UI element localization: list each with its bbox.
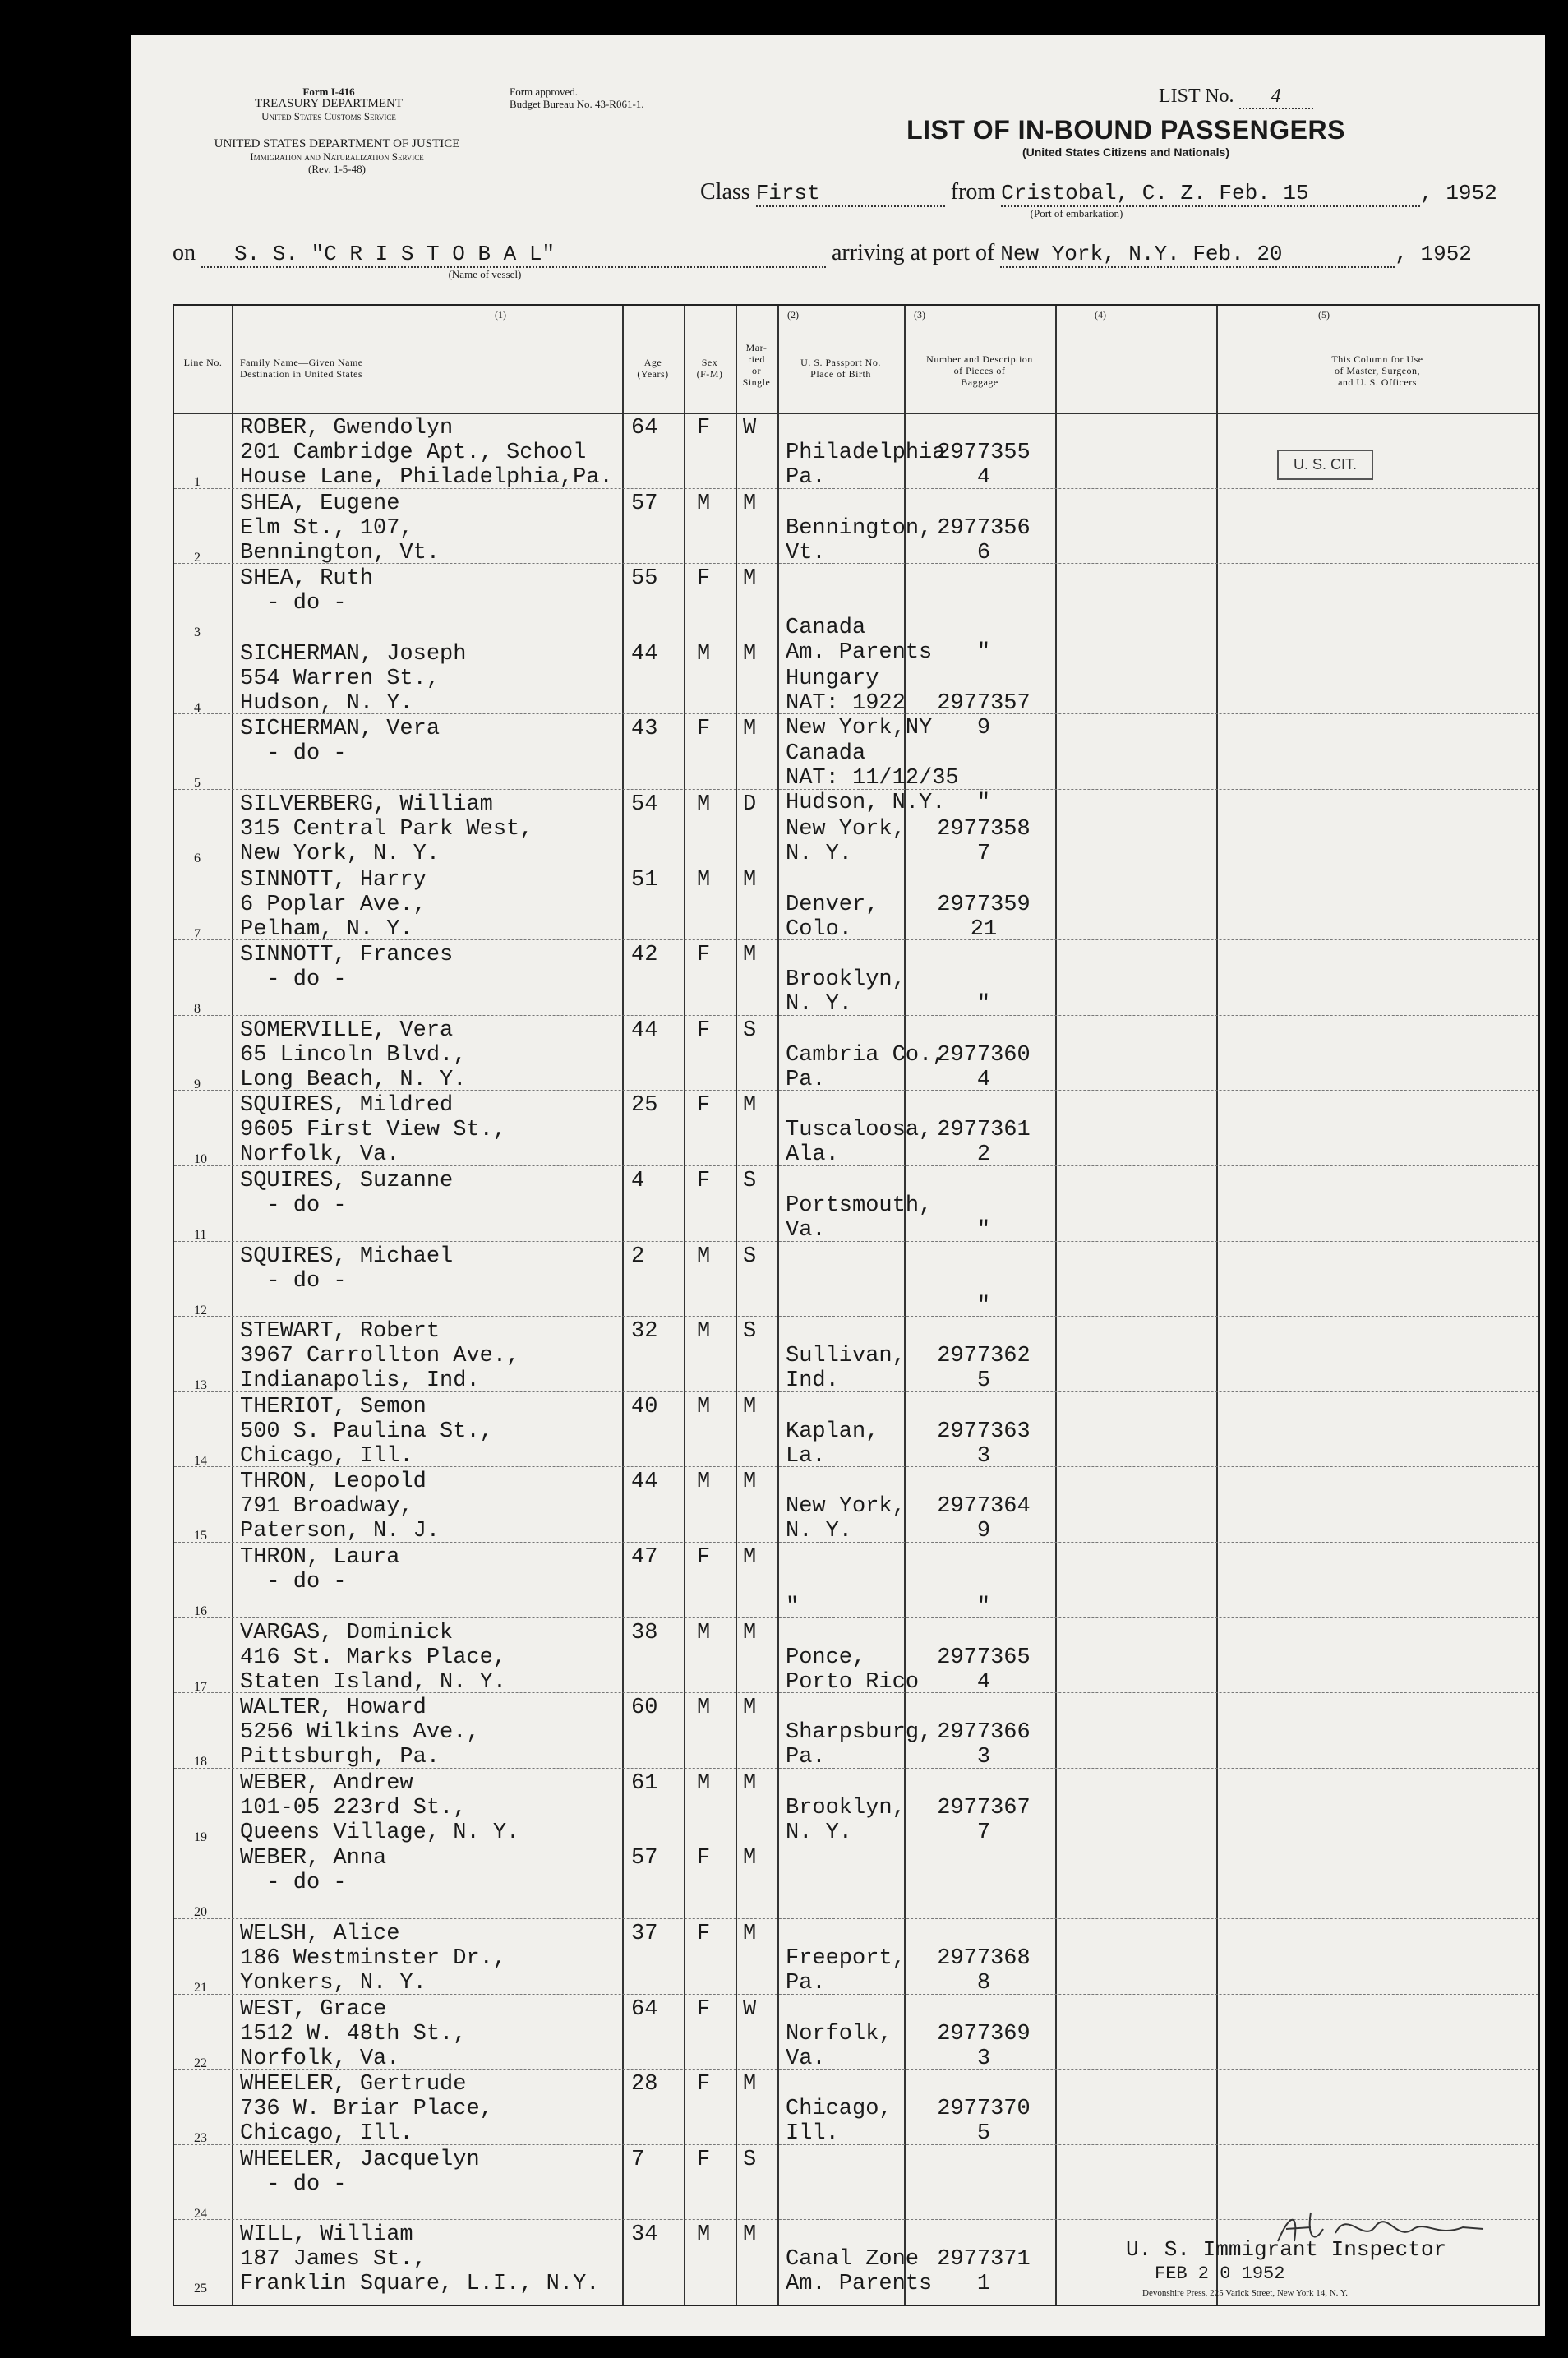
revision-label: (Rev. 1-5-48) bbox=[308, 163, 366, 175]
passenger-marital-status: M bbox=[743, 1394, 757, 1419]
passenger-birthplace: Brooklyn, N. Y. bbox=[786, 967, 906, 1017]
passenger-name-destination: SINNOTT, Harry 6 Poplar Ave., Pelham, N. Y. bbox=[240, 867, 427, 942]
col-married: Mar- ried or Single bbox=[742, 342, 771, 388]
passenger-age: 44 bbox=[631, 641, 658, 667]
passenger-birthplace: Chicago, Ill. bbox=[786, 2097, 892, 2147]
passenger-birthplace: Kaplan, La. bbox=[786, 1419, 879, 1469]
inspector-label: U. S. Immigrant Inspector bbox=[1126, 2237, 1447, 2262]
passenger-marital-status: M bbox=[743, 1093, 757, 1119]
line-number: 15 bbox=[194, 1529, 207, 1544]
passenger-sex: M bbox=[697, 641, 711, 667]
vessel-note: (Name of vessel) bbox=[448, 268, 522, 280]
passenger-sex: M bbox=[697, 1696, 711, 1721]
passenger-birthplace: Canada NAT: 11/12/35 Hudson, N.Y. bbox=[786, 741, 959, 816]
passenger-sex: M bbox=[697, 1620, 711, 1645]
passenger-sex: F bbox=[697, 1545, 711, 1570]
row-divider bbox=[174, 2144, 1538, 2145]
passenger-name-destination: SHEA, Ruth - do - bbox=[240, 566, 374, 616]
passenger-birthplace: Norfolk, Va. bbox=[786, 2021, 892, 2071]
passenger-sex: F bbox=[697, 566, 711, 592]
list-label: LIST No. bbox=[1159, 85, 1234, 107]
passenger-marital-status: M bbox=[743, 1696, 757, 1721]
treasury-label: TREASURY DEPARTMENT bbox=[254, 97, 404, 110]
passenger-marital-status: M bbox=[743, 491, 757, 516]
passenger-birthplace: " bbox=[786, 1594, 800, 1619]
passenger-age: 38 bbox=[631, 1620, 658, 1645]
passenger-birthplace: New York, N. Y. bbox=[786, 1494, 906, 1544]
passenger-sex: F bbox=[697, 1169, 711, 1193]
passenger-birthplace: Freeport, Pa. bbox=[786, 1946, 906, 1996]
line-number: 7 bbox=[194, 926, 201, 941]
row-divider bbox=[174, 1768, 1538, 1769]
passenger-age: 47 bbox=[631, 1545, 658, 1570]
row-divider bbox=[174, 1692, 1538, 1693]
passenger-baggage: " bbox=[976, 1218, 991, 1243]
line-number: 23 bbox=[194, 2131, 207, 2146]
vessel-name: S. S. "C R I S T O B A L" bbox=[201, 242, 826, 268]
on-label: on bbox=[173, 240, 196, 265]
class-label: Class bbox=[700, 179, 750, 205]
row-divider bbox=[174, 2069, 1538, 2070]
passenger-name-destination: THRON, Laura - do - bbox=[240, 1545, 400, 1594]
passenger-baggage: 2977367 7 bbox=[937, 1795, 1031, 1845]
passenger-name-destination: WEBER, Andrew 101-05 223rd St., Queens Village, N. Y. bbox=[240, 1770, 520, 1845]
passenger-age: 64 bbox=[631, 416, 658, 441]
class-line bbox=[700, 179, 1522, 207]
passenger-baggage: 2977369 3 bbox=[937, 2021, 1031, 2071]
line-number: 4 bbox=[194, 700, 201, 715]
passenger-age: 44 bbox=[631, 1470, 658, 1495]
passenger-name-destination: SILVERBERG, William 315 Central Park West, New York, N. Y. bbox=[240, 792, 533, 866]
us-citizen-stamp: U. S. CIT. bbox=[1277, 450, 1373, 480]
passenger-marital-status: M bbox=[743, 1922, 757, 1946]
passenger-marital-status: S bbox=[743, 1017, 757, 1043]
passenger-baggage: 2977364 9 bbox=[937, 1494, 1031, 1544]
binder-hole bbox=[56, 633, 105, 682]
passenger-age: 54 bbox=[631, 792, 658, 817]
passenger-name-destination: WEST, Grace 1512 W. 48th St., Norfolk, Va. bbox=[240, 1996, 467, 2071]
form-header-left bbox=[222, 85, 436, 122]
passenger-birthplace: Cambria Co., Pa. bbox=[786, 1042, 946, 1092]
col-baggage: Number and Description of Pieces of Baggage bbox=[926, 353, 1033, 388]
line-number: 12 bbox=[194, 1303, 207, 1317]
page-title: LIST OF IN-BOUND PASSENGERS bbox=[906, 115, 1345, 145]
passenger-baggage: " bbox=[976, 1293, 991, 1318]
line-number: 3 bbox=[194, 625, 201, 640]
row-divider bbox=[174, 1617, 1538, 1618]
passenger-name-destination: WALTER, Howard 5256 Wilkins Ave., Pittsburgh, Pa. bbox=[240, 1696, 480, 1770]
passenger-baggage: 2977365 4 bbox=[937, 1645, 1031, 1695]
passenger-baggage: 2977356 6 bbox=[937, 515, 1031, 565]
row-divider bbox=[174, 1090, 1538, 1091]
passenger-birthplace: Philadelphia Pa. bbox=[786, 441, 946, 490]
form-sheet bbox=[131, 35, 1545, 2336]
line-number: 13 bbox=[194, 1378, 207, 1393]
passenger-sex: M bbox=[697, 1319, 711, 1345]
passenger-age: 43 bbox=[631, 717, 658, 742]
date-stamp: FEB 2 0 1952 bbox=[1155, 2263, 1285, 2284]
row-divider bbox=[174, 939, 1538, 940]
line-number: 6 bbox=[194, 851, 201, 865]
line-number: 20 bbox=[194, 1905, 207, 1920]
passenger-baggage: 2977355 4 bbox=[937, 441, 1031, 490]
passenger-baggage: 2977357 9 bbox=[937, 690, 1031, 741]
passenger-birthplace: Canada Am. Parents bbox=[786, 616, 933, 666]
passenger-birthplace: Canal Zone Am. Parents bbox=[786, 2247, 933, 2297]
passenger-age: 28 bbox=[631, 2072, 658, 2097]
passenger-sex: M bbox=[697, 2222, 711, 2248]
row-divider bbox=[174, 1165, 1538, 1166]
passenger-birthplace: Sharpsburg, Pa. bbox=[786, 1720, 933, 1770]
passenger-baggage: " bbox=[976, 640, 991, 666]
passenger-sex: F bbox=[697, 1922, 711, 1946]
approved-label: Form approved. bbox=[510, 85, 579, 98]
passenger-marital-status: M bbox=[743, 641, 757, 667]
passenger-name-destination: SOMERVILLE, Vera 65 Lincoln Blvd., Long Beach, N. Y. bbox=[240, 1017, 467, 1092]
line-number: 19 bbox=[194, 1830, 207, 1844]
passenger-birthplace: Tuscaloosa, Ala. bbox=[786, 1118, 933, 1168]
passenger-name-destination: SQUIRES, Mildred 9605 First View St., Norfolk, Va. bbox=[240, 1093, 507, 1168]
list-number-label bbox=[1159, 85, 1313, 109]
passenger-sex: F bbox=[697, 943, 711, 968]
passenger-birthplace: Hungary NAT: 1922 New York,NY bbox=[786, 666, 933, 741]
row-divider bbox=[174, 1015, 1538, 1016]
col-num-4: (4) bbox=[1095, 309, 1106, 321]
passenger-marital-status: M bbox=[743, 1545, 757, 1570]
from-value: Cristobal, C. Z. Feb. 15 bbox=[1001, 181, 1420, 207]
passenger-name-destination: WILL, William 187 James St., Franklin Square, L.I., N.Y. bbox=[240, 2222, 600, 2297]
form-number: Form I-416 bbox=[302, 85, 355, 98]
line-number: 16 bbox=[194, 1604, 207, 1618]
passenger-marital-status: M bbox=[743, 1470, 757, 1495]
line-number: 18 bbox=[194, 1755, 207, 1770]
passenger-marital-status: M bbox=[743, 1846, 757, 1871]
passenger-baggage: 2977360 4 bbox=[937, 1042, 1031, 1092]
passenger-sex: M bbox=[697, 792, 711, 817]
approval-block bbox=[510, 85, 756, 110]
row-divider bbox=[174, 563, 1538, 564]
printer-credit: Devonshire Press, 225 Varick Street, New York 14, N. Y. bbox=[1142, 2288, 1349, 2298]
passenger-marital-status: W bbox=[743, 1996, 757, 2022]
passenger-age: 51 bbox=[631, 867, 658, 893]
passenger-age: 42 bbox=[631, 943, 658, 968]
passenger-name-destination: SQUIRES, Suzanne - do - bbox=[240, 1169, 454, 1218]
list-number-value: 4 bbox=[1239, 85, 1313, 109]
from-label: from bbox=[950, 179, 996, 205]
passenger-name-destination: WELSH, Alice 186 Westminster Dr., Yonkers, N. Y. bbox=[240, 1922, 507, 1996]
passenger-age: 4 bbox=[631, 1169, 645, 1193]
line-number: 2 bbox=[194, 550, 201, 565]
passenger-marital-status: M bbox=[743, 717, 757, 742]
line-number: 1 bbox=[194, 475, 201, 489]
col-num-5: (5) bbox=[1318, 309, 1330, 321]
passenger-sex: M bbox=[697, 491, 711, 516]
col-num-2: (2) bbox=[787, 309, 799, 321]
row-divider bbox=[174, 1466, 1538, 1467]
passenger-marital-status: S bbox=[743, 2147, 757, 2172]
col-num-1: (1) bbox=[495, 309, 506, 321]
passenger-sex: M bbox=[697, 867, 711, 893]
passenger-sex: M bbox=[697, 1470, 711, 1495]
passenger-name-destination: ROBER, Gwendolyn 201 Cambridge Apt., School House Lane, Philadelphia,Pa. bbox=[240, 416, 613, 490]
passenger-table bbox=[173, 304, 1540, 2306]
col-num-3: (3) bbox=[914, 309, 925, 321]
passenger-name-destination: THERIOT, Semon 500 S. Paulina St., Chicago, Ill. bbox=[240, 1394, 493, 1469]
binder-hole bbox=[56, 237, 105, 286]
from-year: , 1952 bbox=[1420, 181, 1497, 205]
passenger-baggage: " bbox=[976, 791, 991, 816]
passenger-marital-status: W bbox=[743, 416, 757, 441]
line-number: 25 bbox=[194, 2282, 207, 2296]
arrival-year: , 1952 bbox=[1395, 242, 1472, 266]
passenger-sex: F bbox=[697, 1017, 711, 1043]
line-number: 24 bbox=[194, 2206, 207, 2221]
passenger-marital-status: M bbox=[743, 1620, 757, 1645]
passenger-age: 7 bbox=[631, 2147, 645, 2172]
passenger-sex: M bbox=[697, 1244, 711, 1269]
justice-block bbox=[181, 138, 493, 175]
passenger-birthplace: Sullivan, Ind. bbox=[786, 1344, 906, 1394]
passenger-marital-status: S bbox=[743, 1244, 757, 1269]
line-number: 11 bbox=[194, 1228, 207, 1242]
passenger-name-destination: SICHERMAN, Joseph 554 Warren St., Hudson, N. Y. bbox=[240, 641, 467, 716]
passenger-age: 44 bbox=[631, 1017, 658, 1043]
arriving-label: arriving at port of bbox=[832, 240, 995, 265]
passenger-baggage: 2977371 1 bbox=[937, 2247, 1031, 2297]
passenger-sex: F bbox=[697, 1093, 711, 1119]
budget-label: Budget Bureau No. 43-R061-1. bbox=[510, 98, 644, 110]
row-divider bbox=[174, 1994, 1538, 1995]
row-divider bbox=[174, 1391, 1538, 1392]
header-divider bbox=[174, 413, 1538, 414]
passenger-age: 25 bbox=[631, 1093, 658, 1119]
passenger-name-destination: THRON, Leopold 791 Broadway, Paterson, N. J. bbox=[240, 1470, 440, 1544]
passenger-marital-status: M bbox=[743, 566, 757, 592]
justice-label: UNITED STATES DEPARTMENT OF JUSTICE bbox=[214, 137, 460, 150]
passenger-name-destination: STEWART, Robert 3967 Carrollton Ave., Indianapolis, Ind. bbox=[240, 1319, 520, 1394]
ins-label: Immigration and Naturalization Service bbox=[250, 150, 424, 163]
line-number: 8 bbox=[194, 1002, 201, 1017]
passenger-marital-status: D bbox=[743, 792, 757, 817]
passenger-marital-status: S bbox=[743, 1319, 757, 1345]
passenger-birthplace: Denver, Colo. bbox=[786, 892, 879, 942]
col-age: Age (Years) bbox=[637, 357, 669, 380]
passenger-age: 40 bbox=[631, 1394, 658, 1419]
customs-label: United States Customs Service bbox=[261, 110, 396, 122]
vessel-line bbox=[173, 240, 1520, 268]
col-name: Family Name—Given Name Destination in United States bbox=[240, 357, 363, 380]
passenger-age: 60 bbox=[631, 1696, 658, 1721]
passenger-birthplace: Portsmouth, Va. bbox=[786, 1193, 933, 1243]
passenger-baggage: 2977363 3 bbox=[937, 1419, 1031, 1469]
passenger-marital-status: M bbox=[743, 867, 757, 893]
row-divider bbox=[174, 1241, 1538, 1242]
passenger-marital-status: M bbox=[743, 1770, 757, 1796]
class-value: First bbox=[756, 181, 945, 207]
line-number: 22 bbox=[194, 2056, 207, 2070]
passenger-birthplace: Brooklyn, N. Y. bbox=[786, 1795, 906, 1845]
passenger-name-destination: SHEA, Eugene Elm St., 107, Bennington, Vt. bbox=[240, 491, 440, 565]
row-divider bbox=[174, 1542, 1538, 1543]
passenger-age: 32 bbox=[631, 1319, 658, 1345]
passenger-sex: F bbox=[697, 1846, 711, 1871]
passenger-sex: F bbox=[697, 2072, 711, 2097]
passenger-name-destination: WEBER, Anna - do - bbox=[240, 1846, 387, 1896]
row-divider bbox=[174, 1918, 1538, 1919]
passenger-name-destination: SINNOTT, Frances - do - bbox=[240, 943, 454, 993]
passenger-baggage: " bbox=[976, 992, 991, 1017]
passenger-marital-status: M bbox=[743, 2222, 757, 2248]
passenger-baggage: 2977358 7 bbox=[937, 817, 1031, 866]
row-divider bbox=[174, 1316, 1538, 1317]
binder-hole bbox=[56, 2038, 105, 2088]
passenger-age: 37 bbox=[631, 1922, 658, 1946]
passenger-name-destination: WHEELER, Gertrude 736 W. Briar Place, Chicago, Ill. bbox=[240, 2072, 493, 2147]
col-passport: U. S. Passport No. Place of Birth bbox=[800, 357, 881, 380]
passenger-sex: F bbox=[697, 2147, 711, 2172]
passenger-baggage: " bbox=[976, 1594, 991, 1619]
passenger-name-destination: SQUIRES, Michael - do - bbox=[240, 1244, 454, 1294]
passenger-baggage: 2977370 5 bbox=[937, 2097, 1031, 2147]
passenger-sex: F bbox=[697, 717, 711, 742]
passenger-sex: F bbox=[697, 1996, 711, 2022]
line-number: 9 bbox=[194, 1077, 201, 1091]
passenger-baggage: 2977362 5 bbox=[937, 1344, 1031, 1394]
passenger-baggage: 2977359 21 bbox=[937, 892, 1031, 942]
passenger-baggage: 2977361 2 bbox=[937, 1118, 1031, 1168]
row-divider bbox=[174, 789, 1538, 790]
passenger-marital-status: S bbox=[743, 1169, 757, 1193]
title-block bbox=[896, 115, 1356, 159]
passenger-age: 2 bbox=[631, 1244, 645, 1269]
row-divider bbox=[174, 488, 1538, 489]
line-number: 10 bbox=[194, 1152, 207, 1167]
passenger-birthplace: New York, N. Y. bbox=[786, 817, 906, 866]
passenger-marital-status: M bbox=[743, 943, 757, 968]
passenger-age: 57 bbox=[631, 1846, 658, 1871]
col-sex: Sex (F-M) bbox=[696, 357, 723, 380]
passenger-baggage: 2977368 8 bbox=[937, 1946, 1031, 1996]
binder-hole bbox=[56, 966, 105, 1015]
passenger-age: 34 bbox=[631, 2222, 658, 2248]
passenger-sex: M bbox=[697, 1394, 711, 1419]
line-number: 5 bbox=[194, 776, 201, 791]
passenger-sex: F bbox=[697, 416, 711, 441]
passenger-name-destination: WHEELER, Jacquelyn - do - bbox=[240, 2147, 480, 2197]
passenger-marital-status: M bbox=[743, 2072, 757, 2097]
passenger-age: 57 bbox=[631, 491, 658, 516]
passenger-name-destination: VARGAS, Dominick 416 St. Marks Place, Staten Island, N. Y. bbox=[240, 1620, 507, 1695]
row-divider bbox=[174, 713, 1538, 714]
passenger-birthplace: Bennington, Vt. bbox=[786, 515, 933, 565]
line-number: 14 bbox=[194, 1453, 207, 1468]
embark-note: (Port of embarkation) bbox=[1030, 207, 1123, 219]
passenger-age: 64 bbox=[631, 1996, 658, 2022]
passenger-baggage: 2977366 3 bbox=[937, 1720, 1031, 1770]
passenger-age: 55 bbox=[631, 566, 658, 592]
passenger-age: 61 bbox=[631, 1770, 658, 1796]
line-number: 17 bbox=[194, 1679, 207, 1694]
passenger-sex: M bbox=[697, 1770, 711, 1796]
arrival-value: New York, N.Y. Feb. 20 bbox=[1000, 242, 1395, 268]
page-subtitle: (United States Citizens and Nationals) bbox=[1022, 145, 1230, 159]
col-line-no: Line No. bbox=[183, 357, 223, 368]
passenger-birthplace: Ponce, Porto Rico bbox=[786, 1645, 920, 1695]
col-officers: This Column for Use of Master, Surgeon, and U. S. Officers bbox=[1331, 353, 1423, 388]
binder-hole bbox=[56, 1640, 105, 1689]
passenger-name-destination: SICHERMAN, Vera - do - bbox=[240, 717, 440, 767]
line-number: 21 bbox=[194, 1981, 207, 1995]
